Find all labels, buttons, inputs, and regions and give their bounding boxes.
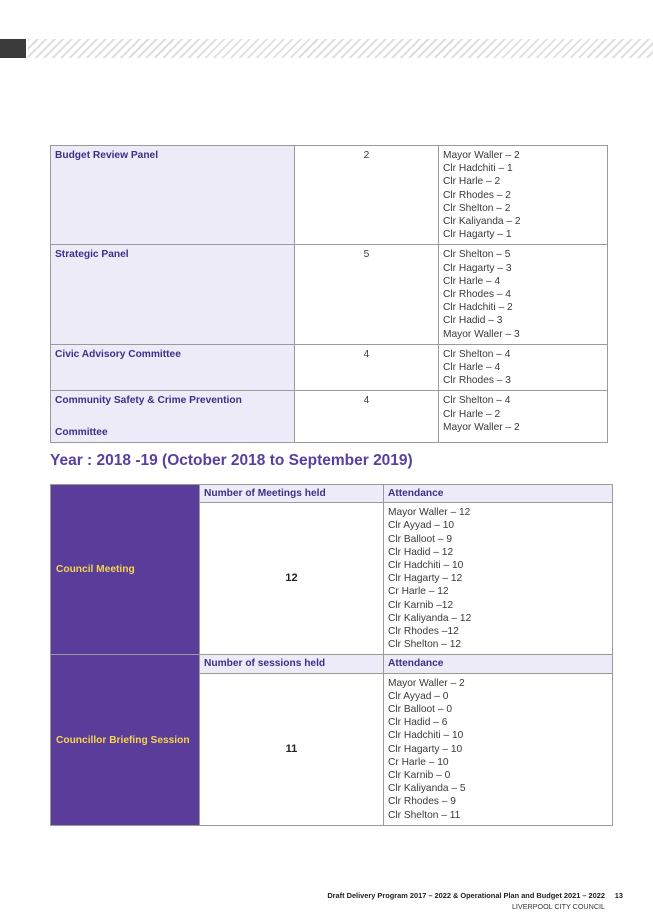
council-meeting-label: Council Meeting (51, 485, 200, 655)
table-row (51, 146, 608, 245)
attendance-entry: Clr Shelton – 12 (388, 639, 462, 651)
attendance-entry: Clr Hagarty – 10 (388, 743, 463, 755)
attendance-entry: Clr Kaliyanda – 12 (388, 612, 472, 624)
attendance-list (384, 673, 613, 825)
attendance-entry: Mayor Waller – 3 (443, 328, 520, 340)
attendance-entry: Clr Ayyad – 10 (388, 520, 455, 532)
attendance-entry: Clr Shelton – 4 (443, 395, 511, 407)
attendance-entry: Clr Harle – 2 (443, 176, 501, 188)
table-row (51, 344, 608, 391)
committee-name: Strategic Panel (51, 245, 295, 344)
meetings-held-count: 12 (200, 503, 384, 655)
committee-name: Budget Review Panel (51, 146, 295, 245)
attendance-entry: Mayor Waller – 2 (388, 677, 465, 689)
attendance-list (439, 391, 608, 442)
attendance-entry: Clr Hagarty – 12 (388, 573, 463, 585)
committee-attendance-table (50, 145, 608, 443)
attendance-entry: Clr Hadchiti – 10 (388, 560, 464, 572)
attendance-entry: Clr Hadid – 6 (388, 717, 448, 729)
header-tab-block (0, 39, 26, 58)
attendance-entry: Cr Harle – 12 (388, 586, 449, 598)
committee-name: Civic Advisory Committee (51, 344, 295, 391)
attendance-entry: Clr Rhodes – 4 (443, 289, 511, 301)
attendance-entry: Clr Hadid – 12 (388, 546, 454, 558)
spacer (55, 408, 290, 426)
briefing-session-label: Councillor Briefing Session (51, 655, 200, 825)
attendance-entry: Clr Harle – 2 (443, 408, 501, 420)
year-attendance-table (50, 484, 613, 826)
attendance-entry: Clr Harle – 4 (443, 362, 501, 374)
attendance-entry: Clr Rhodes – 9 (388, 796, 456, 808)
attendance-list (439, 344, 608, 391)
table-row (51, 655, 613, 673)
attendance-entry: Clr Hadchiti – 10 (388, 730, 464, 742)
meetings-held-header: Number of Meetings held (200, 485, 384, 503)
attendance-entry: Clr Kaliyanda – 2 (443, 216, 521, 228)
committee-name-line: Community Safety & Crime Prevention (55, 395, 242, 407)
committee-name-line: Committee (55, 426, 108, 438)
committee-name (51, 391, 295, 442)
attendance-entry: Clr Karnib – 0 (388, 770, 451, 782)
table-row (51, 485, 613, 503)
attendance-entry: Clr Shelton – 4 (443, 348, 511, 360)
attendance-entry: Clr Rhodes – 3 (443, 375, 511, 387)
attendance-entry: Clr Ayyad – 0 (388, 690, 449, 702)
section-title: Year : 2018 -19 (October 2018 to September 2019) (50, 452, 413, 469)
attendance-list (439, 146, 608, 245)
meeting-count: 4 (295, 391, 439, 442)
attendance-header: Attendance (384, 655, 613, 673)
footer-document-title: Draft Delivery Program 2017 – 2022 & Operational Plan and Budget 2021 – 2022 (327, 891, 605, 900)
attendance-entry: Clr Karnib –12 (388, 599, 454, 611)
attendance-entry: Clr Rhodes – 2 (443, 189, 511, 201)
attendance-list (384, 503, 613, 655)
meeting-count: 5 (295, 245, 439, 344)
attendance-entry: Mayor Waller – 2 (443, 150, 520, 161)
meeting-count: 4 (295, 344, 439, 391)
table-row (51, 245, 608, 344)
page-number: 13 (614, 891, 623, 900)
attendance-list (439, 245, 608, 344)
attendance-entry: Clr Hadchiti – 1 (443, 163, 513, 175)
attendance-entry: Clr Hadchiti – 2 (443, 302, 513, 314)
sessions-held-header: Number of sessions held (200, 655, 384, 673)
attendance-header: Attendance (384, 485, 613, 503)
attendance-entry: Clr Shelton – 5 (443, 249, 511, 261)
attendance-entry: Clr Hagarty – 3 (443, 262, 512, 274)
attendance-entry: Clr Kaliyanda – 5 (388, 783, 466, 795)
attendance-entry: Clr Hagarty – 1 (443, 229, 512, 241)
attendance-entry: Clr Hadid – 3 (443, 315, 503, 327)
footer-organisation: LIVERPOOL CITY COUNCIL (511, 902, 605, 911)
attendance-entry: Clr Rhodes –12 (388, 626, 459, 638)
header-decorative-stripe (28, 39, 653, 58)
meeting-count: 2 (295, 146, 439, 245)
sessions-held-count: 11 (200, 673, 384, 825)
attendance-entry: Clr Shelton – 2 (443, 202, 511, 214)
attendance-entry: Clr Shelton – 11 (388, 809, 461, 821)
attendance-entry: Clr Harle – 4 (443, 275, 501, 287)
attendance-entry: Mayor Waller – 12 (388, 507, 471, 519)
attendance-entry: Mayor Waller – 2 (443, 421, 520, 433)
attendance-entry: Clr Balloot – 9 (388, 533, 452, 545)
table-row (51, 391, 608, 442)
attendance-entry: Clr Balloot – 0 (388, 704, 452, 716)
attendance-entry: Cr Harle – 10 (388, 756, 449, 768)
